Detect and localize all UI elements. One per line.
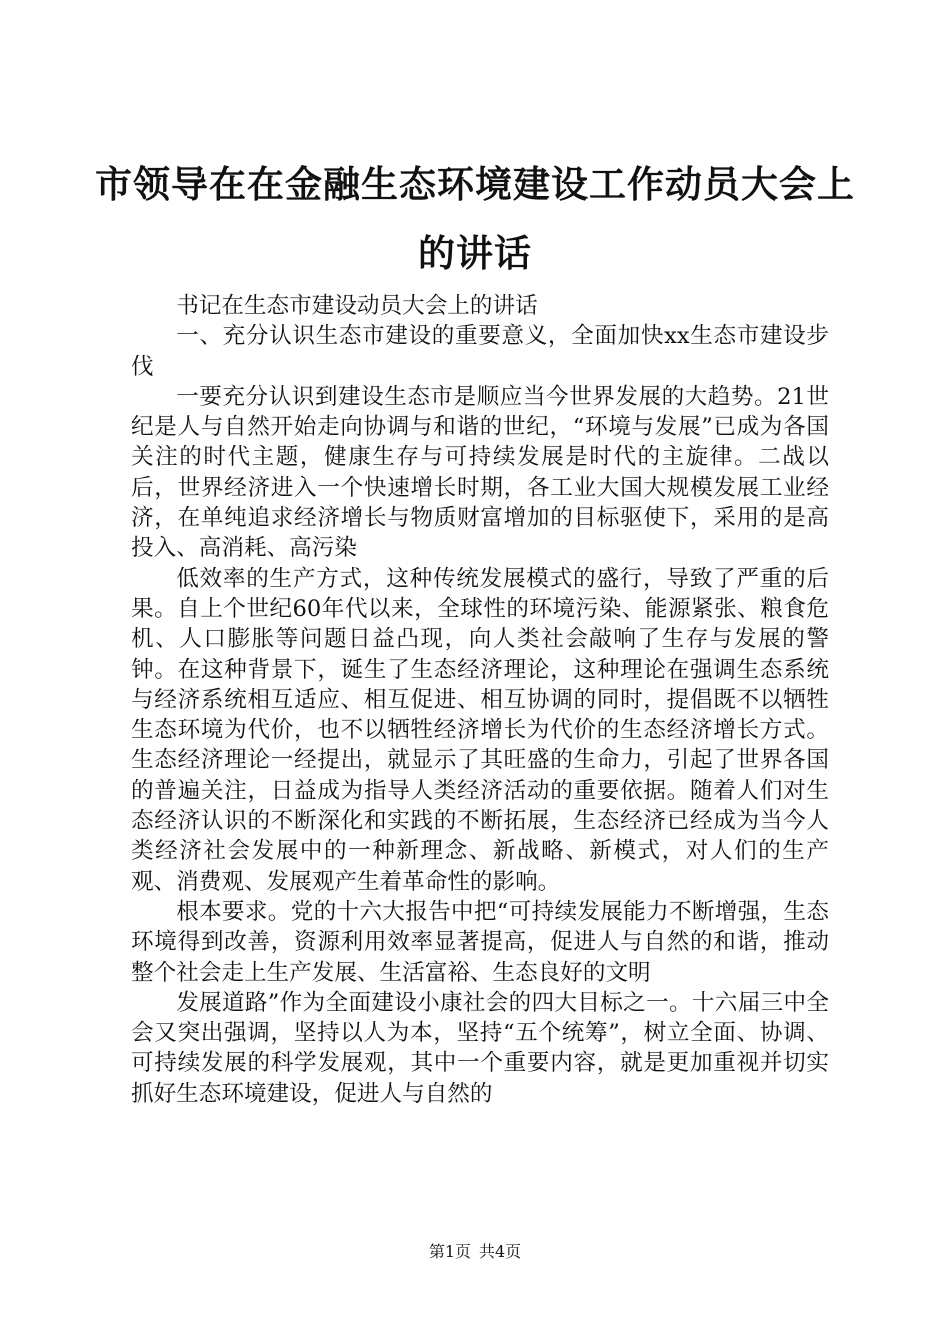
body-paragraph: 发展道路”作为全面建设小康社会的四大目标之一。十六届三中全会又突出强调，坚持以人为本，坚持“五个统筹”，树立全面、协调、可持续发展的科学发展观，其中一个重要内容，就是更加重视并切实抓好生态环境建设，促进人与自然的	[131, 989, 829, 1107]
document-body	[131, 291, 829, 1109]
document-title: 市领导在在金融生态环境建设工作动员大会上的讲话	[95, 163, 855, 275]
body-paragraph: 根本要求。党的十六大报告中把“可持续发展能力不断增强，生态环境得到改善，资源利用效率显著提高，促进人与自然的和谐，推动整个社会走上生产发展、生活富裕、生态良好的文明	[131, 898, 829, 986]
body-paragraph: 书记在生态市建设动员大会上的讲话	[176, 293, 538, 319]
body-paragraph: 一、充分认识生态市建设的重要意义，全面加快xx生态市建设步伐	[131, 323, 829, 380]
page-footer	[0, 1242, 950, 1262]
page-total: 共4页	[479, 1242, 522, 1261]
page-number: 第1页	[428, 1242, 471, 1261]
body-paragraph: 一要充分认识到建设生态市是顺应当今世界发展的大趋势。21世纪是人与自然开始走向协调与和谐的世纪，“环境与发展”已成为各国关注的时代主题，健康生存与可持续发展是时代的主旋律。二战以后，世界经济进入一个快速增长时期，各工业大国大规模发展工业经济，在单纯追求经济增长与物质财富增加的目标驱使下，采用的是高投入、高消耗、高污染	[131, 383, 829, 562]
body-paragraph: 低效率的生产方式，这种传统发展模式的盛行，导致了严重的后果。自上个世纪60年代以来，全球性的环境污染、能源紧张、粮食危机、人口膨胀等问题日益凸现，向人类社会敲响了生存与发展的警钟。在这种背景下，诞生了生态经济理论，这种理论在强调生态系统与经济系统相互适应、相互促进、相互协调的同时，提倡既不以牺牲生态环境为代价，也不以牺牲经济增长为代价的生态经济增长方式。生态经济理论一经提出，就显示了其旺盛的生命力，引起了世界各国的普遍关注，日益成为指导人类经济活动的重要依据。随着人们对生态经济认识的不断深化和实践的不断拓展，生态经济已经成为当今人类经济社会发展中的一种新理念、新战略、新模式，对人们的生产观、消费观、发展观产生着革命性的影响。	[131, 565, 829, 895]
